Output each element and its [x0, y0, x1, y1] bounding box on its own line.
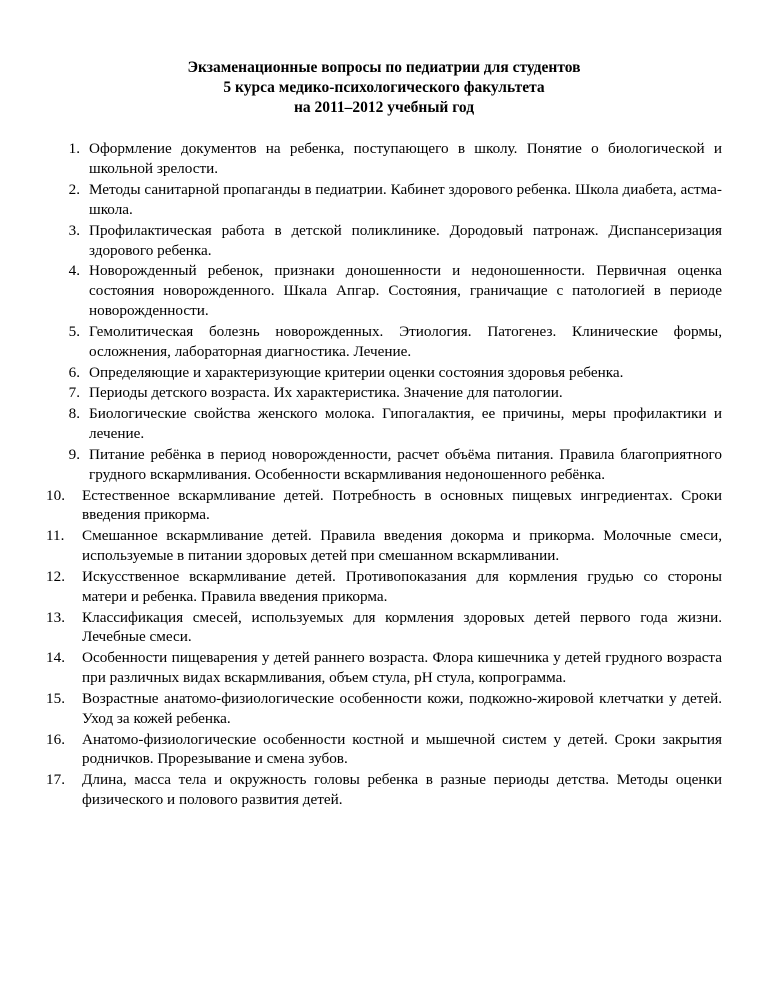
question-list	[46, 139, 722, 809]
list-item: Длина, масса тела и окружность головы ребенка в разные периоды детства. Методы оценки физического и полового развития детей.	[82, 771, 722, 808]
page-title	[46, 58, 722, 117]
page-title-line-2: 5 курса медико-психологического факультета	[223, 78, 545, 96]
list-item: Периоды детского возраста. Их характеристика. Значение для патологии.	[89, 384, 563, 402]
list-item: Методы санитарной пропаганды в педиатрии. Кабинет здорового ребенка. Школа диабета, астма-школа.	[89, 181, 722, 218]
list-item: Биологические свойства женского молока. Гипогалактия, ее причины, меры профилактики и лечение.	[89, 405, 722, 443]
list-item: Особенности пищеварения у детей раннего возраста. Флора кишечника у детей грудного возраста при различных видах вскармливания, объем стула, рН стула, копрограмма.	[82, 649, 722, 687]
list-item: Классификация смесей, используемых для кормления здоровых детей первого года жизни. Лечебные смеси.	[82, 608, 722, 646]
list-item: Гемолитическая болезнь новорожденных. Этиология. Патогенез. Клинические формы, осложнения, лабораторная диагностика. Лечение.	[89, 322, 722, 360]
list-item: Оформление документов на ребенка, поступающего в школу. Понятие о биологической и школьной зрелости.	[89, 140, 722, 178]
page-title-line-3: на 2011–2012 учебный год	[293, 98, 475, 116]
list-item: Профилактическая работа в детской поликлинике. Дородовый патронаж. Диспансеризация здорового ребенка.	[89, 221, 722, 259]
list-item: Анатомо-физиологические особенности костной и мышечной систем у детей. Сроки закрытия родничков. Прорезывание и смена зубов.	[82, 730, 722, 768]
list-item: Новорожденный ребенок, признаки доношенности и недоношенности. Первичная оценка состояния новорожденного. Шкала Апгар. Состояния, граничащие с патологией в периоде новорожденности.	[89, 262, 722, 320]
list-item: Искусственное вскармливание детей. Противопоказания для кормления грудью со стороны матери и ребенка. Правила введения прикорма.	[82, 567, 722, 605]
list-item: Определяющие и характеризующие критерии оценки состояния здоровья ребенка.	[89, 363, 624, 381]
list-item: Смешанное вскармливание детей. Правила введения докорма и прикорма. Молочные смеси, используемые в питании здоровых детей при смешанном вскармливании.	[82, 527, 722, 565]
list-item: Естественное вскармливание детей. Потребность в основных пищевых ингредиентах. Сроки введения прикорма.	[82, 486, 722, 524]
list-item: Возрастные анатомо-физиологические особенности кожи, подкожно-жировой клетчатки у детей. Уход за кожей ребенка.	[82, 689, 722, 727]
list-item: Питание ребёнка в период новорожденности, расчет объёма питания. Правила благоприятного грудного вскармливания. Особенности вскармливания недоношенного ребёнка.	[89, 445, 722, 483]
page-title-line-1: Экзаменационные вопросы по педиатрии для студентов	[187, 59, 581, 76]
